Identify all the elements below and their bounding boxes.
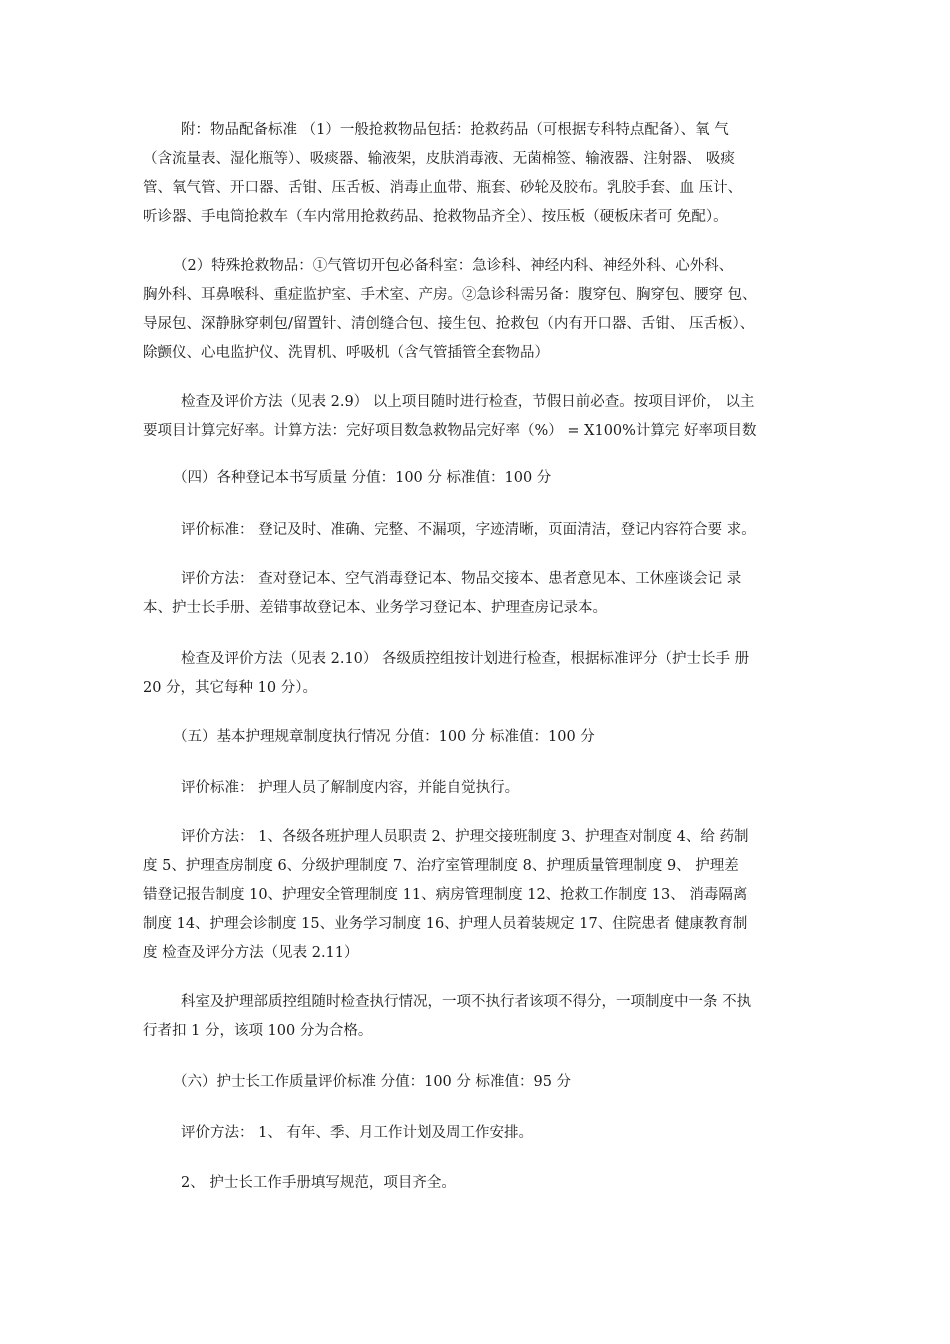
text-line: 制度 14、护理会诊制度 15、业务学习制度 16、护理人员着装规定 17、住院患者 健康教育制 — [143, 916, 748, 932]
text-line: （含流量表、湿化瓶等）、吸痰器、输液架，皮肤消毒液、无菌棉签、输液器、注射器、 吸痰 — [143, 151, 735, 167]
text-line: 除颤仪、心电监护仪、洗胃机、呼吸机（含气管插管全套物品） — [143, 345, 549, 361]
text-line: 管、氧气管、开口器、舌钳、压舌板、消毒止血带、瓶套、砂轮及胶布。乳胶手套、血 压计、 — [143, 180, 743, 196]
paragraph-inspection-2-9 — [143, 388, 815, 446]
text-line: 行者扣 1 分，该项 100 分为合格。 — [143, 1023, 373, 1039]
text-line: 评价标准： 护理人员了解制度内容，并能自觉执行。 — [181, 780, 520, 796]
text-line: （2）特殊抢救物品：①气管切开包必备科室：急诊科、神经内科、神经外科、心外科、 — [173, 258, 734, 274]
text-line: （五）基本护理规章制度执行情况 分值：100 分 标准值：100 分 — [173, 729, 595, 745]
paragraph-quality-control — [143, 988, 815, 1046]
paragraph-supplies-standard — [143, 116, 815, 232]
section-heading-5 — [143, 723, 815, 752]
text-line: 要项目计算完好率。计算方法：完好项目数急救物品完好率（%） = X100%计算完 好率项目数 — [143, 423, 757, 439]
text-line: 评价方法： 1、各级各班护理人员职责 2、护理交接班制度 3、护理查对制度 4、给 药制 — [181, 829, 749, 845]
text-line: （四）各种登记本书写质量 分值：100 分 标准值：100 分 — [173, 470, 552, 486]
text-line: 检查及评价方法（见表 2.9） 以上项目随时进行检查，节假日前必查。按项目评价， 以主 — [181, 394, 755, 410]
paragraph-special-supplies — [143, 252, 815, 368]
text-line: 导尿包、深静脉穿刺包/留置针、清创缝合包、接生包、抢救包（内有开口器、舌钳、 压舌板）、 — [143, 316, 755, 332]
paragraph-evaluation-standard — [143, 516, 815, 545]
text-line: 度 5、护理查房制度 6、分级护理制度 7、治疗室管理制度 8、护理质量管理制度 9、 护理差 — [143, 858, 739, 874]
paragraph-inspection-2-10 — [143, 645, 815, 703]
text-line: 2、 护士长工作手册填写规范，项目齐全。 — [181, 1175, 456, 1191]
text-line: 胸外科、耳鼻喉科、重症监护室、手术室、产房。②急诊科需另备：腹穿包、胸穿包、腰穿 包、 — [143, 287, 757, 303]
paragraph-list-item-2 — [143, 1169, 815, 1198]
text-line: 错登记报告制度 10、护理安全管理制度 11、病房管理制度 12、抢救工作制度 13、 消毒隔离 — [143, 887, 748, 903]
paragraph-evaluation-method-head-nurse — [143, 1119, 815, 1148]
paragraph-evaluation-method — [143, 565, 815, 623]
paragraph-evaluation-standard — [143, 774, 815, 803]
text-line: 听诊器、手电筒抢救车（车内常用抢救药品、抢救物品齐全）、按压板（硬板床者可 免配）。 — [143, 209, 728, 225]
text-line: 评价标准： 登记及时、准确、完整、不漏项，字迹清晰，页面清洁，登记内容符合要 求。 — [181, 522, 756, 538]
text-line: 评价方法： 1、 有年、季、月工作计划及周工作安排。 — [181, 1125, 533, 1141]
text-line: 度 检查及评分方法（见表 2.11） — [143, 945, 359, 961]
text-line: （六）护士长工作质量评价标准 分值：100 分 标准值：95 分 — [173, 1074, 572, 1090]
text-line: 20 分，其它每种 10 分）。 — [143, 680, 317, 696]
text-line: 评价方法： 查对登记本、空气消毒登记本、物品交接本、患者意见本、工休座谈会记 录 — [181, 571, 742, 587]
text-line: 附：物品配备标准 （1）一般抢救物品包括：抢救药品（可根据专科特点配备）、氧 气 — [181, 122, 729, 138]
text-line: 检查及评价方法（见表 2.10） 各级质控组按计划进行检查，根据标准评分（护士长手 册 — [181, 651, 750, 667]
text-line: 科室及护理部质控组随时检查执行情况，一项不执行者该项不得分，一项制度中一条 不执 — [181, 994, 752, 1010]
text-line: 本、护士长手册、差错事故登记本、业务学习登记本、护理查房记录本。 — [143, 600, 607, 616]
section-heading-6 — [143, 1068, 815, 1097]
paragraph-evaluation-method-rules — [143, 823, 815, 968]
section-heading-4 — [143, 464, 815, 493]
